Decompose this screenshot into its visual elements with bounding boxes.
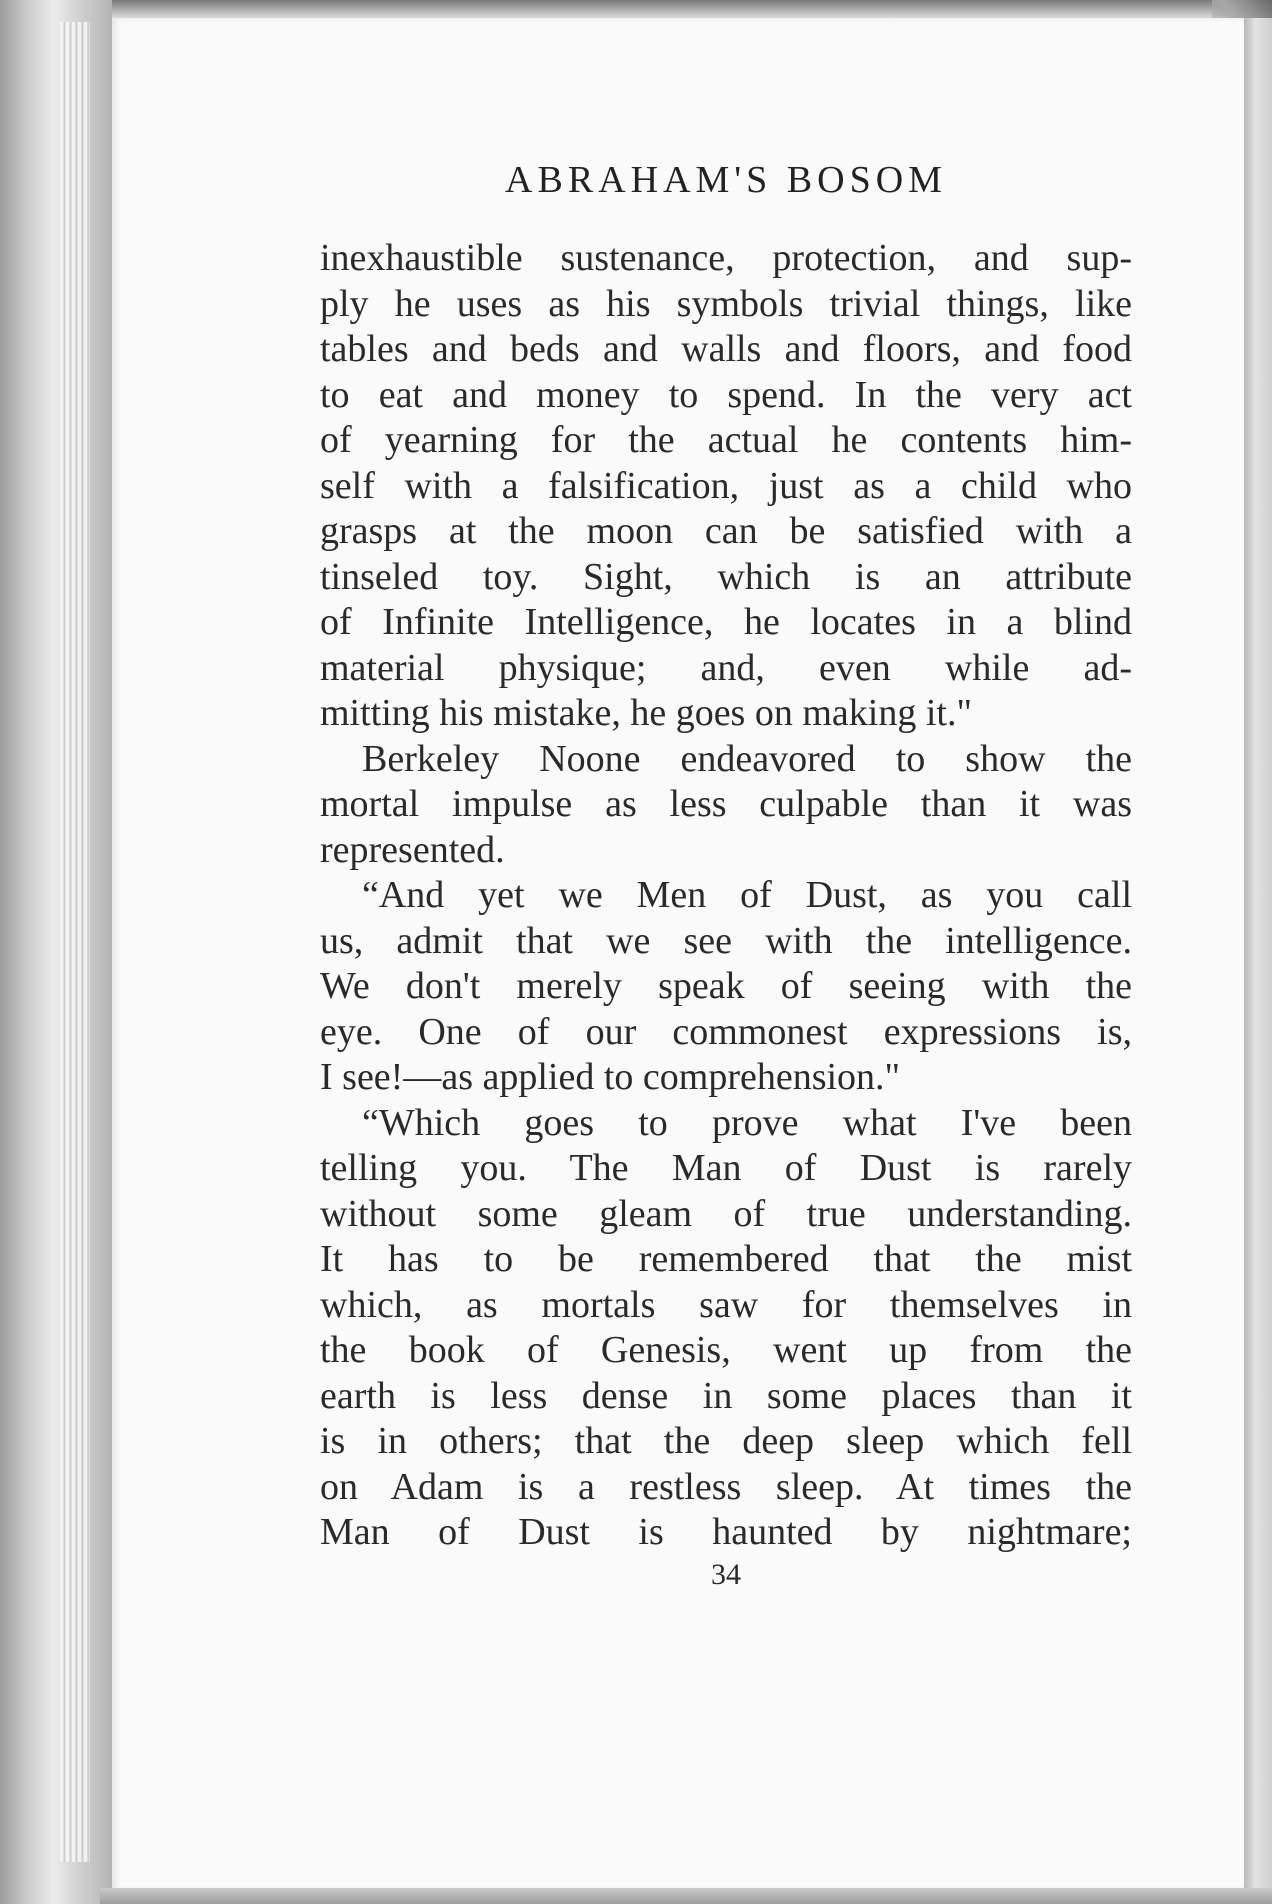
text-line: telling you. The Man of Dust is rarely: [320, 1147, 1132, 1189]
right-page-edge: [1244, 18, 1272, 1890]
book-spine: [0, 0, 112, 1904]
text-line: tables and beds and walls and floors, and food: [320, 328, 1132, 370]
text-line: of Infinite Intelligence, he locates in a blind: [320, 601, 1132, 643]
bottom-page-edge: [100, 1888, 1272, 1904]
text-line: ply he uses as his symbols trivial things, like: [320, 282, 1132, 325]
text-line: of yearning for the actual he contents him-: [320, 419, 1132, 461]
text-line: Berkeley Noone endeavored to show the: [362, 737, 1132, 780]
text-line: on Adam is a restless sleep. At times the: [320, 1465, 1132, 1508]
text-line: Man of Dust is haunted by nightmare;: [320, 1511, 1132, 1553]
text-line: “And yet we Men of Dust, as you call: [362, 874, 1132, 916]
text-line: the book of Genesis, went up from the: [320, 1329, 1132, 1371]
running-head: ABRAHAM'S BOSOM: [505, 159, 947, 201]
text-line: without some gleam of true understanding.: [320, 1192, 1132, 1235]
text-line: earth is less dense in some places than it: [320, 1374, 1132, 1417]
text-line: grasps at the moon can be satisfied with a: [320, 510, 1132, 552]
text-line: I see!—as applied to comprehension.": [320, 1056, 901, 1098]
text-line: which, as mortals saw for themselves in: [320, 1283, 1132, 1326]
text-line: represented.: [320, 828, 505, 871]
text-line: is in others; that the deep sleep which fell: [320, 1420, 1132, 1462]
body-text: [320, 236, 1132, 1556]
text-line: to eat and money to spend. In the very act: [320, 373, 1132, 416]
text-line: We don't merely speak of seeing with the: [320, 965, 1132, 1007]
text-line: material physique; and, even while ad-: [320, 646, 1132, 689]
page-stack-edge: [60, 22, 90, 1862]
page-number: 34: [711, 1558, 741, 1591]
text-line: “Which goes to prove what I've been: [362, 1101, 1132, 1144]
text-line: self with a falsification, just as a child who: [320, 464, 1132, 507]
text-line: tinseled toy. Sight, which is an attribute: [320, 555, 1132, 598]
text-line: us, admit that we see with the intelligence.: [320, 919, 1132, 962]
text-line: mortal impulse as less culpable than it was: [320, 783, 1132, 825]
text-line: eye. One of our commonest expressions is,: [320, 1010, 1132, 1053]
top-shadow: [100, 0, 1272, 18]
text-line: mitting his mistake, he goes on making it.": [320, 692, 972, 734]
text-line: inexhaustible sustenance, protection, and sup-: [320, 237, 1132, 279]
text-line: It has to be remembered that the mist: [320, 1238, 1132, 1280]
